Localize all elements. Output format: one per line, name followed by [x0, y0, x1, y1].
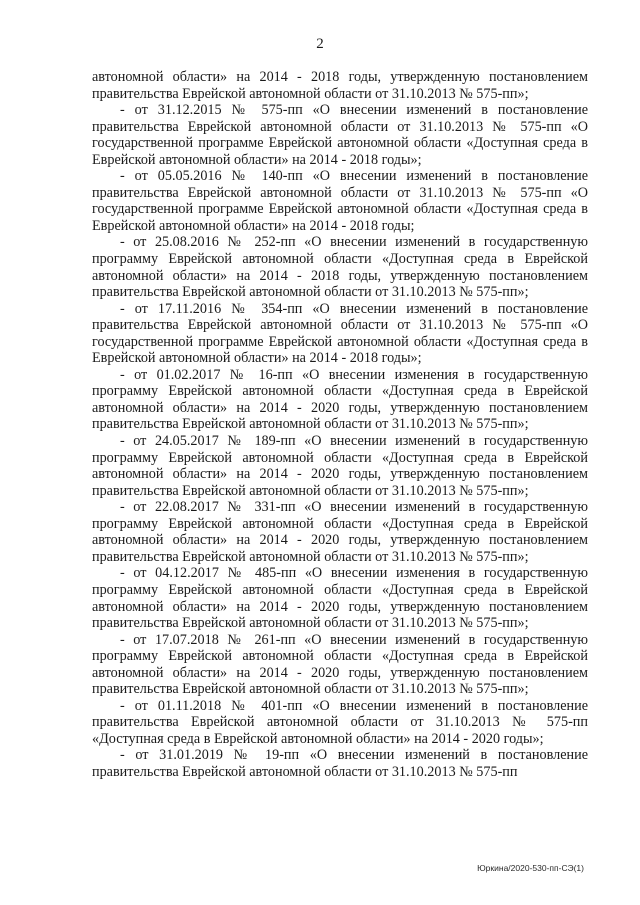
list-item: - от 22.08.2017 № 331-пп «О внесении изменений в государственную программу Еврейской автономной области «Доступная среда в Еврейской автономной области» на 2014 - 2020 годы, утвержденную постановлением правительства Еврейской автономной области от 31.10.2013 № 575-пп»; — [92, 499, 588, 565]
list-item: - от 17.07.2018 № 261-пп «О внесении изменений в государственную программу Еврейской автономной области «Доступная среда в Еврейской автономной области» на 2014 - 2020 годы, утвержденную постановлением правительства Еврейской автономной области от 31.10.2013 № 575-пп»; — [92, 631, 588, 698]
page-number: 2 — [316, 36, 324, 52]
list-item: - от 31.12.2015 № 575-пп «О внесении изменений в постановление правительства Еврейской автономной области от 31.10.2013 № 575-пп «О государственной программе Еврейской автономной области «Доступная среда в Еврейской автономной области» на 2014 - 2018 годы»; — [92, 102, 588, 168]
document-footer-code: Юркина/2020-530-пп-СЭ(1) — [477, 863, 584, 873]
list-item: - от 24.05.2017 № 189-пп «О внесении изменений в государственную программу Еврейской автономной области «Доступная среда в Еврейской автономной области» на 2014 - 2020 годы, утвержденную постановлением правительства Еврейской автономной области от 31.10.2013 № 575-пп»; — [92, 433, 588, 499]
list-item: - от 25.08.2016 № 252-пп «О внесении изменений в государственную программу Еврейской автономной области «Доступная среда в Еврейской автономной области» на 2014 - 2018 годы, утвержденную постановлением правительства Еврейской автономной области от 31.10.2013 № 575-пп»; — [92, 234, 588, 301]
list-item: - от 05.05.2016 № 140-пп «О внесении изменений в постановление правительства Еврейской автономной области от 31.10.2013 № 575-пп «О государственной программе Еврейской автономной области «Доступная среда в Еврейской автономной области» на 2014 - 2018 годы; — [92, 168, 588, 234]
list-item: - от 31.01.2019 № 19-пп «О внесении изменений в постановление правительства Еврейской автономной области от 31.10.2013 № 575-пп — [92, 747, 588, 780]
list-item: - от 17.11.2016 № 354-пп «О внесении изменений в постановление правительства Еврейской автономной области от 31.10.2013 № 575-пп «О государственной программе Еврейской автономной области «Доступная среда в Еврейской автономной области» на 2014 - 2018 годы»; — [92, 300, 588, 367]
document-body — [92, 69, 588, 781]
paragraph-continuation: автономной области» на 2014 - 2018 годы, утвержденную постановлением правительства Еврейской автономной области от 31.10.2013 № 575-пп»; — [92, 69, 588, 102]
list-item: - от 01.11.2018 № 401-пп «О внесении изменений в постановление правительства Еврейской автономной области от 31.10.2013 № 575-пп «Доступная среда в Еврейской автономной области» на 2014 - 2020 годы»; — [92, 697, 588, 747]
list-item: - от 01.02.2017 № 16-пп «О внесении изменения в государственную программу Еврейской автономной области «Доступная среда в Еврейской автономной области» на 2014 - 2020 годы, утвержденную постановлением правительства Еврейской автономной области от 31.10.2013 № 575-пп»; — [92, 366, 588, 433]
list-item: - от 04.12.2017 № 485-пп «О внесении изменения в государственную программу Еврейской автономной области «Доступная среда в Еврейской автономной области» на 2014 - 2020 годы, утвержденную постановлением правительства Еврейской автономной области от 31.10.2013 № 575-пп»; — [92, 565, 588, 632]
